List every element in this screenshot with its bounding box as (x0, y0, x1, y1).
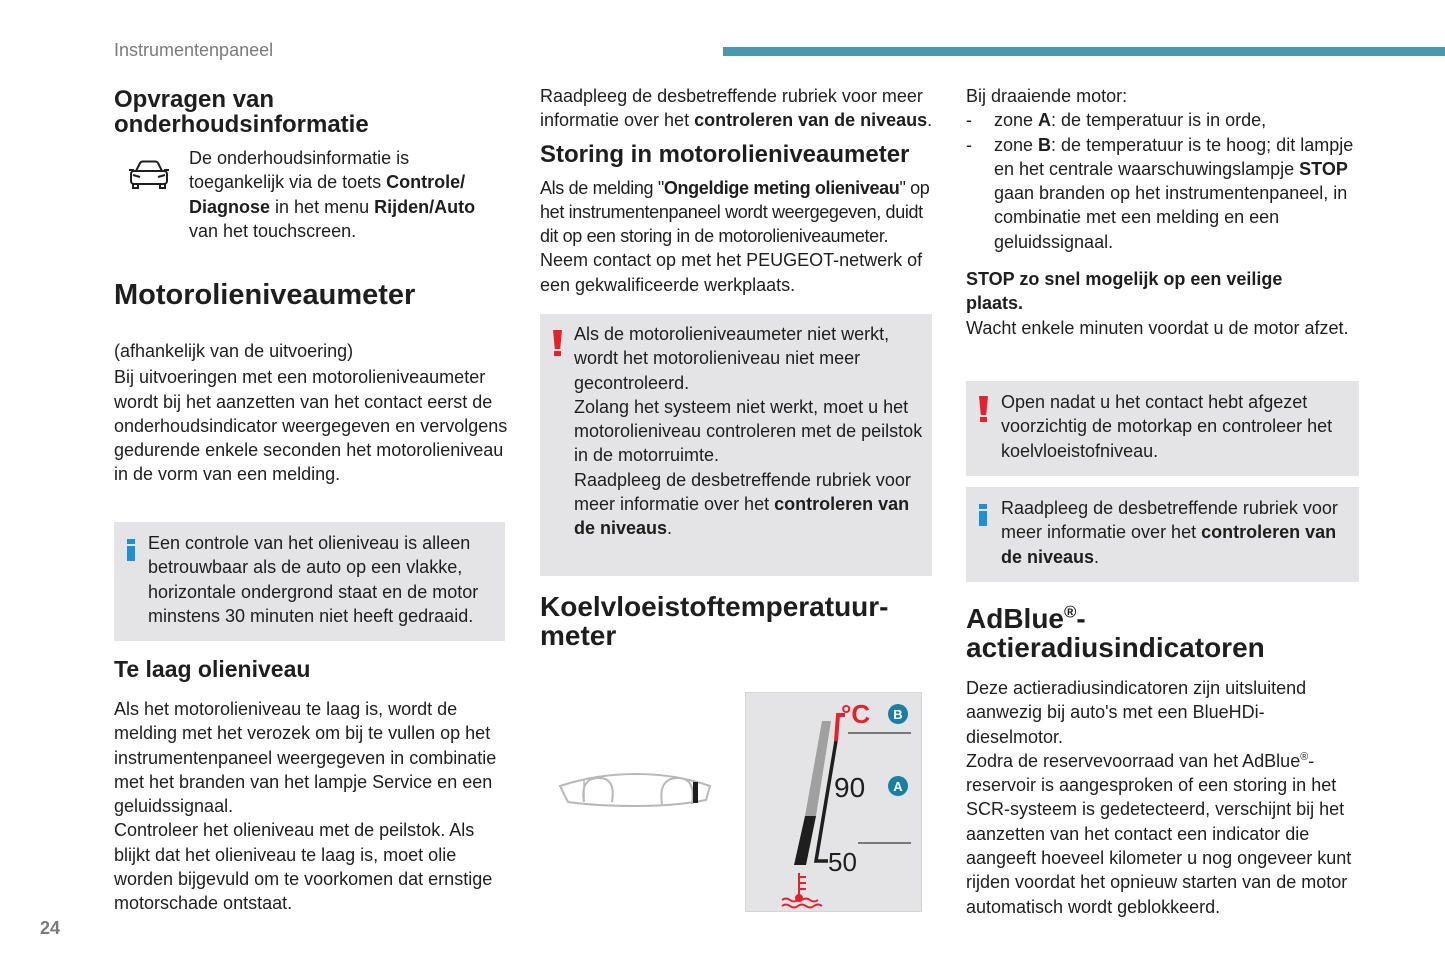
gauge-highlight (693, 782, 698, 803)
warning-box-text: Als de motorolieniveaumeter niet werkt, wordt het motorolieniveau niet meer gecontroleerd. Zolang het systeem niet werkt, moet u het motorolieniveau controleren met de peilstok in de motorruimte. Raadpleeg de desbetreffende rubriek voor meer informatie over het controleren van de niveaus. (574, 324, 923, 539)
running-engine-intro: Bij draaiende motor: (966, 86, 1128, 106)
warning-box-motorkap (966, 381, 1359, 476)
header-accent-bar (723, 47, 1445, 56)
storing-text: Als de melding "Ongeldige meting olieniveau" op het instrumentenpaneel wordt weergegeven, duidt dit op een storing in de motorolieniveaumeter. (540, 177, 930, 247)
zone-list (966, 108, 1361, 254)
wait-text: Wacht enkele minuten voordat u de motor afzet. (966, 317, 1349, 338)
niveaus-reference: Raadpleeg de desbetreffende rubriek voor meer informatie over het controleren van de niveaus. (540, 86, 933, 131)
column-1 (114, 87, 509, 487)
svg-text:B: B (893, 707, 903, 722)
onderhoudsinformatie-text: De onderhoudsinformatie is toegankelijk via de toets Controle/ Diagnose in het menu Rijden/Auto van het touchscreen. (189, 148, 476, 241)
coolant-temperature-icon (782, 873, 822, 908)
car-front-icon (126, 160, 172, 190)
zone-a-item: - zone A: de temperatuur is in orde, (966, 110, 1267, 131)
warning-icon (979, 396, 988, 422)
info-icon (979, 504, 987, 526)
te-laag-text-2: Controleer het olieniveau met de peilstok. Als blijkt dat het olieniveau te laag is, moet olie worden bijgevuld om te voorkomen dat ernstige motorschade ontstaat. (114, 820, 493, 914)
info-icon (127, 539, 135, 561)
storing-contact-text: Neem contact op met het PEUGEOT-netwerk of een gekwalificeerde werkplaats. (540, 250, 923, 295)
running-header: Instrumentenpaneel (114, 40, 274, 60)
warning-icon (553, 330, 562, 356)
coolant-temperature-gauge (745, 692, 922, 912)
gauge-bar-lower (794, 816, 816, 865)
heading-koelvloeistoftemperatuurmeter: Koelvloeistoftemperatuur- meter (540, 591, 889, 651)
info-box-niveaus-text: Raadpleeg de desbetreffende rubriek voor meer informatie over het controleren van de niveaus. (1001, 498, 1338, 567)
heading-te-laag-olieniveau: Te laag olieniveau (114, 656, 311, 682)
zone-b-item: - zone B: de temperatuur is te hoog; dit lampje en het centrale waarschuwingslampje STOP gaan branden op het instrumentenpaneel, in combinatie met een melding en een geluidssignaal. (966, 134, 1354, 252)
gauge-label-50: 50 (828, 847, 857, 877)
heading-motorolieniveaumeter: Motorolieniveaumeter (114, 279, 416, 311)
column-3 (966, 84, 1361, 340)
info-box-text: Een controle van het olieniveau is alleen betrouwbaar als de auto op een vlakke, horizontale ondergrond staat en de motor minstens 30 minuten niet heeft gedraaid. (148, 533, 479, 626)
heading-adblue: AdBlue®- actieradiusindicatoren (966, 602, 1265, 663)
info-box-niveaus (966, 487, 1359, 582)
page-number: 24 (40, 918, 61, 938)
heading-storing: Storing in motorolieniveaumeter (540, 140, 910, 168)
stop-warning: STOP zo snel mogelijk op een veilige plaats. (966, 269, 1283, 314)
instrument-cluster-icon (556, 772, 716, 814)
info-box-olieniveau (114, 522, 505, 641)
column-2 (540, 84, 935, 297)
adblue-text-1: Deze actieradiusindicatoren zijn uitsluitend aanwezig bij auto's met een BlueHDi-dieselmotor. (966, 678, 1307, 747)
adblue-text-2: Zodra de reservevoorraad van het AdBlue®-reservoir is aangesproken of een storing in het SCR-systeem is gedetecteerd, verschijnt bij het aanzetten van het contact een indicator die aangeeft hoeveel kilometer u nog ongeveer kunt rijden voordat het opnieuw starten van de motor automatisch wordt geblokkeerd. (966, 750, 1352, 917)
svg-text:A: A (893, 779, 903, 794)
warning-box-motorkap-text: Open nadat u het contact hebt afgezet voorzichtig de motorkap en controleer het koelvloeistofniveau. (1001, 392, 1333, 461)
heading-onderhoudsinformatie: Opvragen van onderhoudsinformatie (114, 86, 369, 138)
motorolieniveaumeter-text: Bij uitvoeringen met een motorolieniveaumeter wordt bij het aanzetten van het contact eerst de onderhoudsindicator weergegeven en vervolgens gedurende enkele seconden het motorolieniveau in de vorm van een melding. (114, 367, 508, 485)
adblue-body (966, 676, 1361, 919)
variant-note: (afhankelijk van de uitvoering) (114, 341, 354, 361)
warning-box-olieniveaumeter (540, 314, 932, 576)
gauge-label-90: 90 (834, 772, 866, 803)
gauge-unit: °C (841, 699, 871, 729)
column-1-lower (114, 656, 509, 916)
te-laag-text-1: Als het motorolieniveau te laag is, wordt de melding met het verozek om bij te vullen op het instrumentenpaneel weergegeven in combinatie met het branden van het lampje Service en een geluidssignaal. (114, 699, 497, 817)
